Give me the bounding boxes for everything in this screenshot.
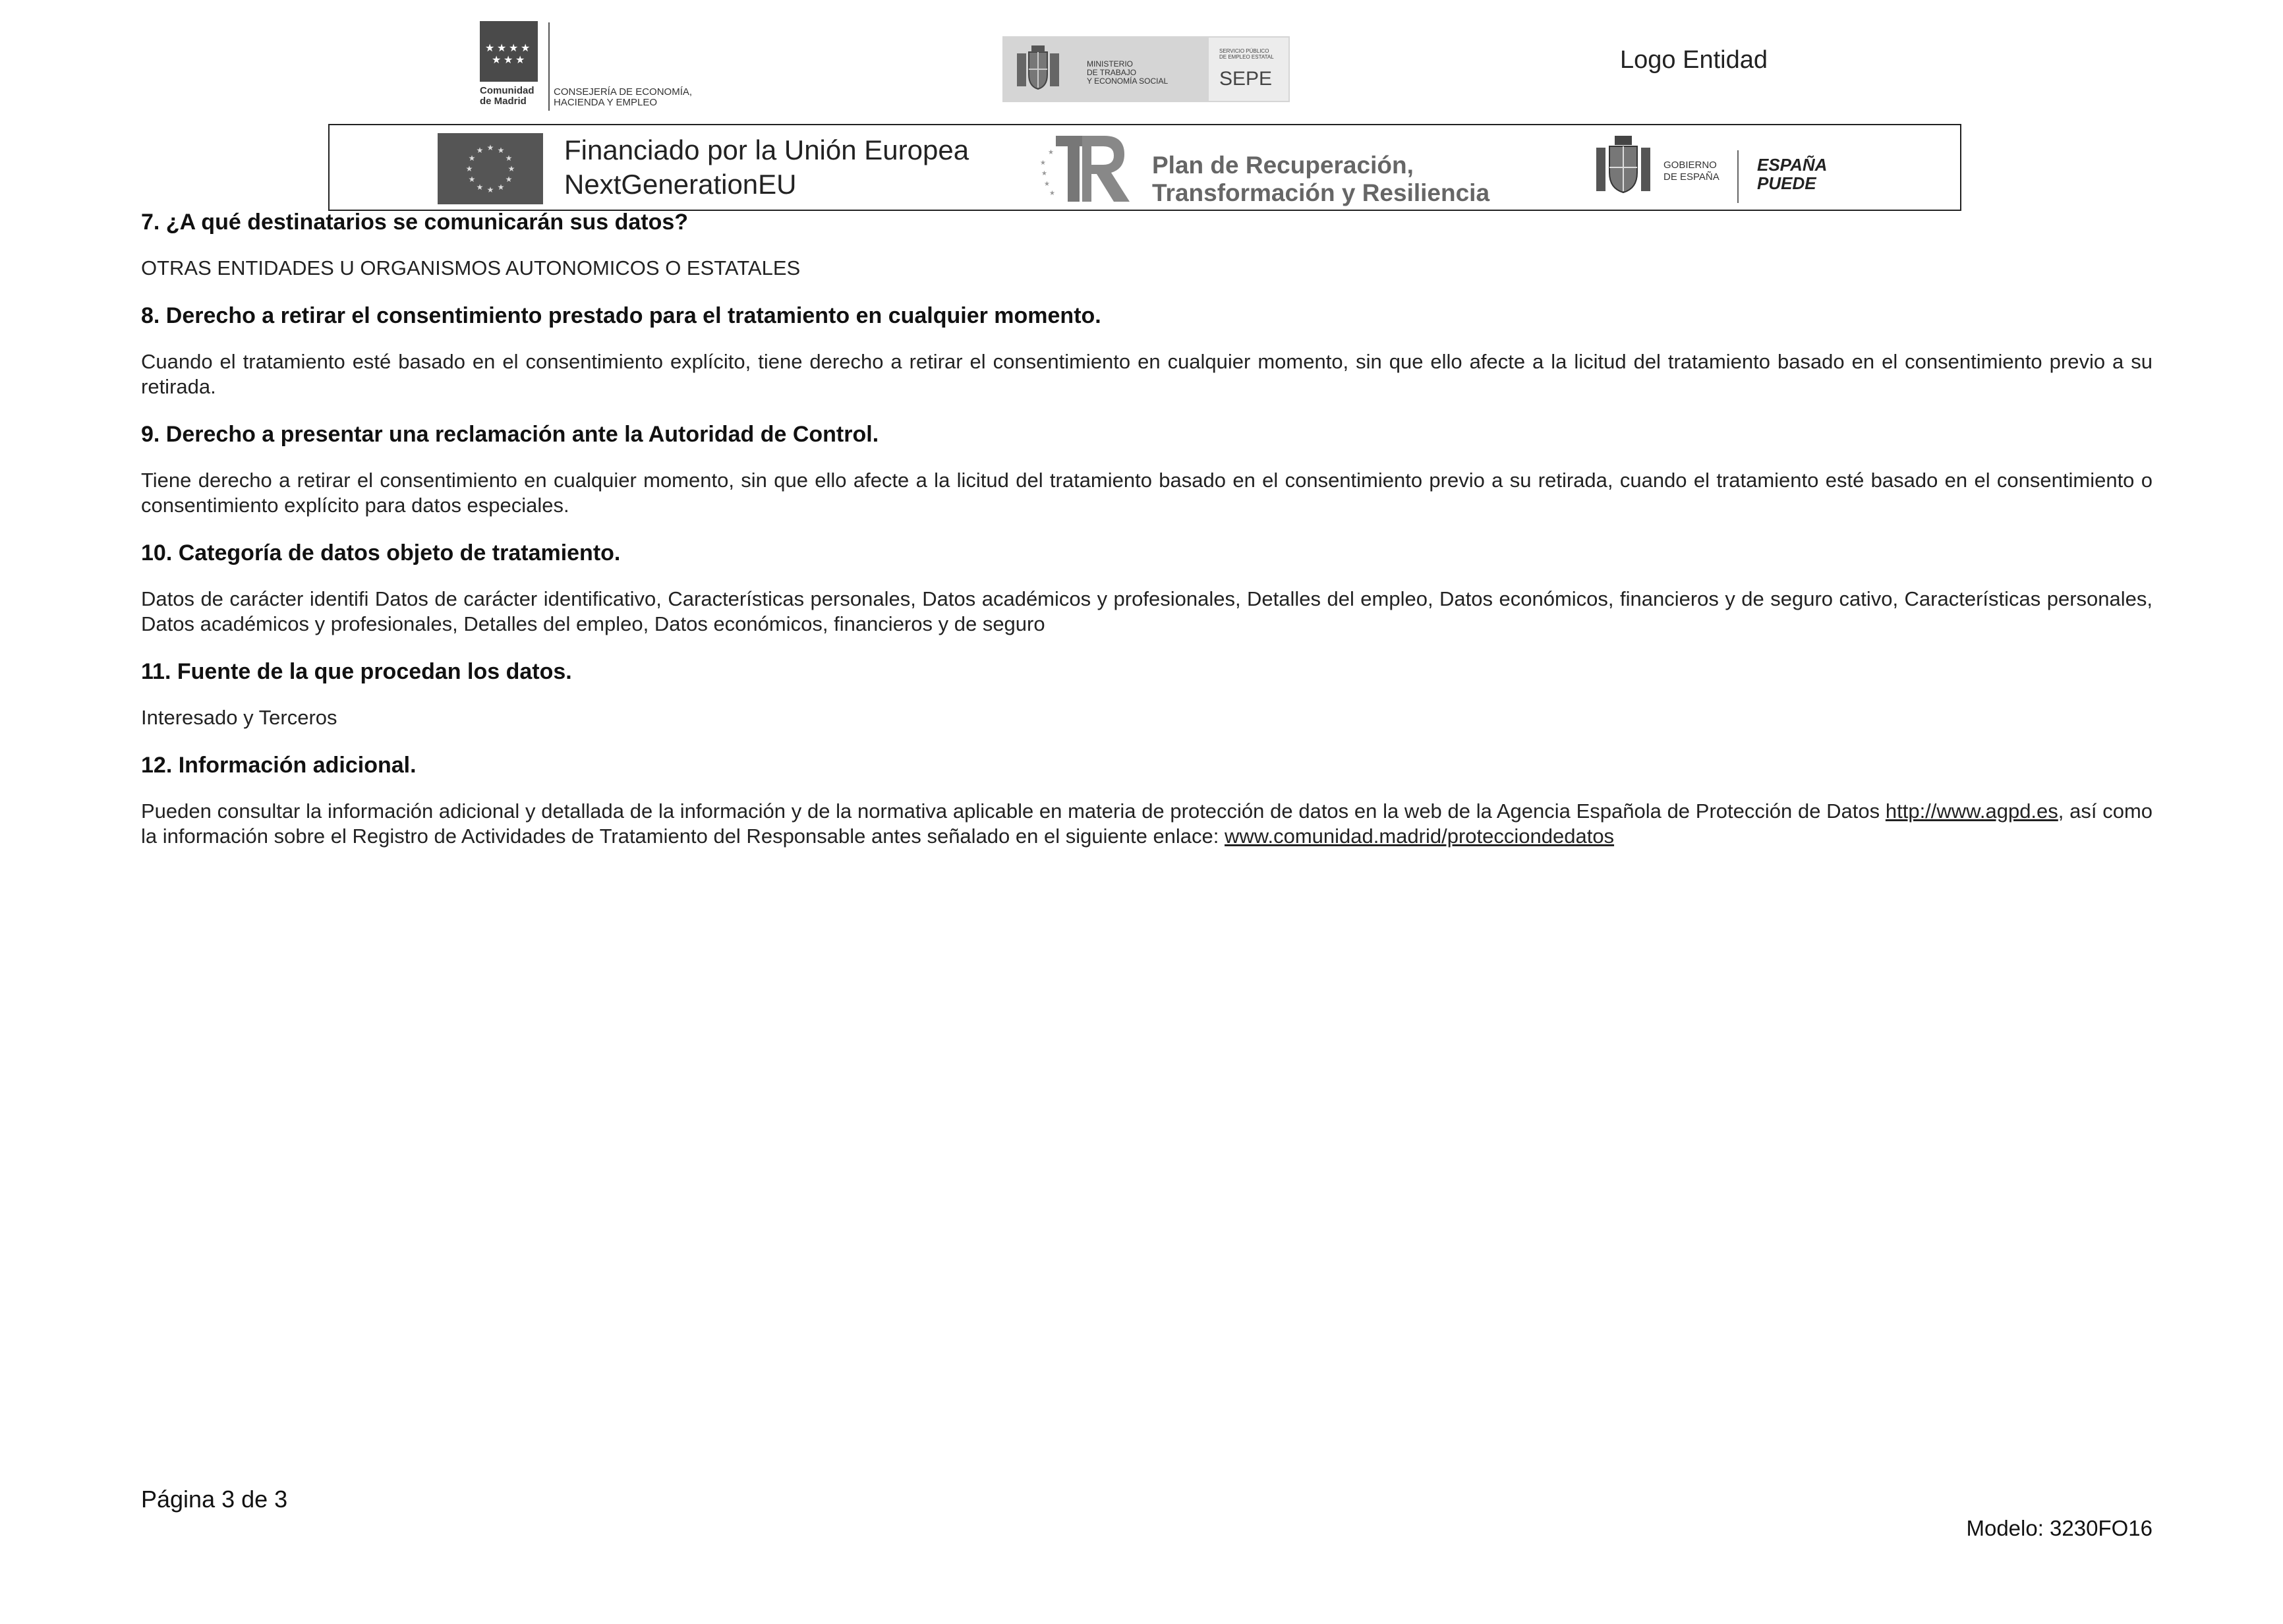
proteccion-datos-link[interactable]: www.comunidad.madrid/protecciondedatos	[1225, 825, 1615, 848]
consejeria-name: CONSEJERÍA DE ECONOMÍA, HACIENDA Y EMPLEO	[554, 86, 693, 108]
madrid-flag-icon: ★ ★ ★ ★ ★ ★ ★	[480, 21, 538, 82]
svg-text:★: ★	[476, 146, 484, 155]
svg-text:★: ★	[1040, 160, 1046, 167]
comunidad-madrid-name: Comunidad de Madrid	[480, 85, 535, 107]
agpd-link[interactable]: http://www.agpd.es	[1885, 799, 2058, 823]
section-9-heading: 9. Derecho a presentar una reclamación ante la Autoridad de Control.	[141, 422, 879, 447]
next-generation-eu-text: NextGenerationEU	[564, 169, 797, 200]
section-7-heading: 7. ¿A qué destinatarios se comunicarán sus datos?	[141, 210, 689, 235]
svg-text:★: ★	[1041, 170, 1047, 177]
logo-entidad-placeholder: Logo Entidad	[1620, 46, 1768, 74]
svg-text:★: ★	[1049, 190, 1055, 197]
svg-text:★: ★	[507, 164, 515, 173]
eu-flag-icon	[438, 133, 543, 204]
section-8-heading: 8. Derecho a retirar el consentimiento prestado para el tratamiento en cualquier momento.	[141, 303, 1101, 328]
section-12-heading: 12. Información adicional.	[141, 753, 417, 778]
gobierno-espana-text: GOBIERNO DE ESPAÑA	[1663, 160, 1719, 183]
document-content	[141, 208, 2153, 870]
section-11-heading: 11. Fuente de la que procedan los datos.	[141, 659, 572, 684]
recovery-plan-tr-icon	[1039, 132, 1131, 206]
model-code: Modelo: 3230FO16	[1966, 1516, 2153, 1540]
svg-text:★: ★	[1044, 181, 1050, 188]
svg-text:★: ★	[1048, 149, 1054, 156]
section-11-body: Interesado y Terceros	[141, 706, 337, 729]
sepe-label: SEPE	[1219, 68, 1273, 90]
espana-puede-logo: ESPAÑA PUEDE	[1757, 155, 1828, 193]
svg-text:★: ★	[497, 183, 505, 192]
eu-funding-text: Financiado por la Unión Europea	[564, 134, 969, 165]
svg-text:★: ★	[505, 154, 513, 163]
recovery-plan-text-line1: Plan de Recuperación,	[1152, 152, 1414, 179]
sepe-logo: SERVICIO PÚBLICO DE EMPLEO ESTATAL SEPE	[1209, 38, 1288, 101]
svg-text:★: ★	[497, 146, 505, 155]
section-9-body: Tiene derecho a retirar el consentimiento en cualquier momento, sin que ello afecte a la licitud del tratamiento basado en el consentimiento previo a su retirada, cuando el tratamiento esté basado en el consentimiento o consentimiento explícito para datos especiales.	[141, 469, 2153, 517]
section-7-body: OTRAS ENTIDADES U ORGANISMOS AUTONOMICOS O ESTATALES	[141, 256, 801, 279]
svg-text:★: ★	[486, 185, 494, 194]
recovery-plan-text-line2: Transformación y Resiliencia	[1152, 179, 1490, 206]
section-12-body: Pueden consultar la información adicional y detallada de la información y de la normativa aplicable en materia de protección de datos en la web de la Agencia Española de Protección de Datos http://www.agpd.es, así como la información sobre el Registro de Actividades de Tratamiento del Responsable antes señalado en el siguiente enlace: www.comunidad.madrid/protecciondedatos	[141, 799, 2153, 848]
section-10-heading: 10. Categoría de datos objeto de tratamiento.	[141, 540, 621, 566]
logo-divider	[1737, 150, 1739, 203]
svg-text:★: ★	[476, 183, 484, 192]
svg-text:★: ★	[505, 175, 513, 184]
svg-text:★: ★	[468, 175, 476, 184]
svg-text:★: ★	[468, 154, 476, 163]
page-number: Página 3 de 3	[141, 1486, 288, 1513]
svg-text:★: ★	[486, 143, 494, 152]
spain-coat-of-arms-icon	[1014, 44, 1062, 94]
comunidad-madrid-logo	[480, 21, 730, 113]
section-10-body: Datos de carácter identifi Datos de carácter identificativo, Características personales, Datos académicos y profesionales, Detalles del empleo, Datos económicos, financieros y de seguro cativo, Características personales, Datos académicos y profesionales, Detalles del empleo, Datos económicos, financieros y de seguro	[141, 587, 2153, 635]
section-8-body: Cuando el tratamiento esté basado en el consentimiento explícito, tiene derecho a retirar el consentimiento en cualquier momento, sin que ello afecte a la licitud del tratamiento basado en el consentimiento previo a su retirada.	[141, 350, 2153, 398]
logo-divider	[548, 22, 550, 111]
svg-text:★: ★	[465, 164, 473, 173]
ministerio-name: MINISTERIO DE TRABAJO Y ECONOMÍA SOCIAL	[1087, 59, 1169, 86]
ministerio-sepe-logo	[1002, 36, 1290, 102]
funding-banner	[328, 124, 1961, 211]
gobierno-coat-of-arms-icon	[1594, 134, 1653, 200]
